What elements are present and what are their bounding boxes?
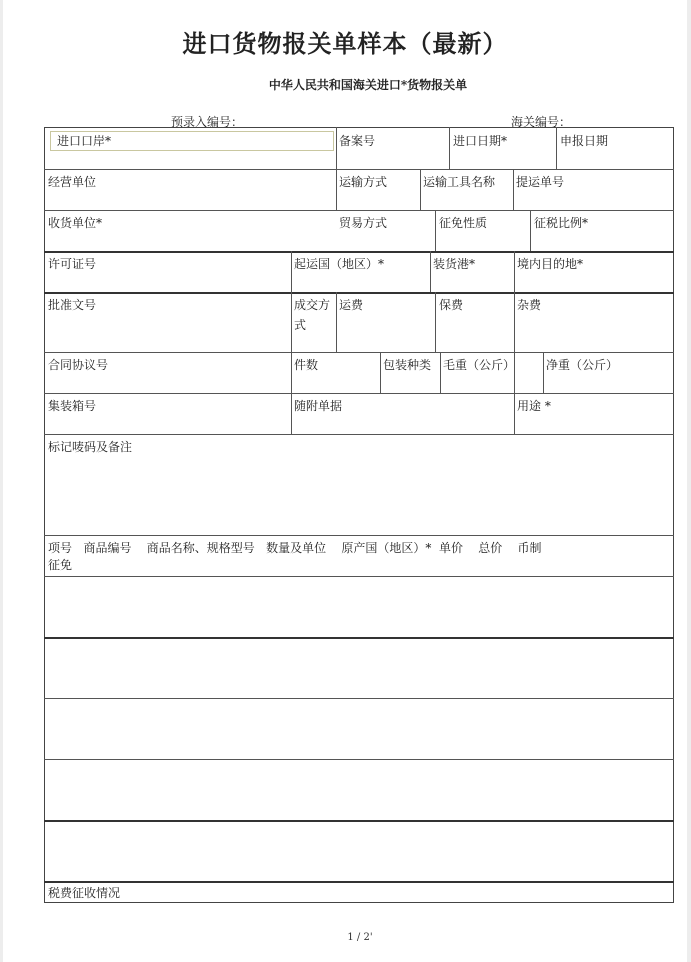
pre-entry-number-label: 预录入编号： xyxy=(171,115,244,129)
marks-remarks-label: 标记唛码及备注 xyxy=(48,440,133,454)
goods-table-header: 项号 商品编号 商品名称、规格型号 数量及单位 原产国（地区）* 单价 总价 币制 xyxy=(48,541,542,555)
contract-number-label: 合同协议号 xyxy=(48,358,109,372)
origin-country-label: 起运国（地区）* xyxy=(294,257,385,271)
license-number-label: 许可证号 xyxy=(48,257,97,271)
approval-number-label: 批准文号 xyxy=(48,298,97,312)
usage-label: 用途 * xyxy=(517,399,551,413)
form-subtitle: 中华人民共和国海关进口*货物报关单 xyxy=(268,78,468,92)
record-number-label: 备案号 xyxy=(339,134,376,148)
pieces-label: 件数 xyxy=(294,358,319,372)
tax-status-label: 税费征收情况 xyxy=(48,886,121,900)
goods-tax-exemption-label: 征免 xyxy=(48,558,73,572)
deal-mode-label: 成交方式 xyxy=(294,298,331,332)
destination-label: 境内目的地* xyxy=(517,257,584,271)
vehicle-name-label: 运输工具名称 xyxy=(423,175,496,189)
consignee-label: 收货单位* xyxy=(48,216,103,230)
misc-fee-label: 杂费 xyxy=(517,298,542,312)
freight-label: 运费 xyxy=(339,298,364,312)
trade-mode-label: 贸易方式 xyxy=(339,216,388,230)
gross-weight-label: 毛重（公斤） xyxy=(443,358,516,372)
package-type-label: 包装种类 xyxy=(383,358,432,372)
transport-mode-label: 运输方式 xyxy=(339,175,388,189)
bill-number-label: 提运单号 xyxy=(516,175,565,189)
page-number: 1 / 2' xyxy=(347,932,373,943)
customs-number-label: 海关编号： xyxy=(511,115,572,129)
document-title: 进口货物报关单样本（最新） xyxy=(182,29,508,58)
tax-ratio-label: 征税比例* xyxy=(534,216,589,230)
operator-label: 经营单位 xyxy=(48,175,97,189)
declaration-form-table xyxy=(44,127,674,903)
import-date-label: 进口日期* xyxy=(453,134,508,148)
import-port-label: 进口口岸* xyxy=(57,134,112,148)
tax-nature-label: 征免性质 xyxy=(439,216,488,230)
declare-date-label: 申报日期 xyxy=(560,134,609,148)
documents-label: 随附单据 xyxy=(294,399,343,413)
net-weight-label: 净重（公斤） xyxy=(546,358,619,372)
loading-port-label: 装货港* xyxy=(433,257,476,271)
insurance-label: 保费 xyxy=(439,298,464,312)
container-number-label: 集装箱号 xyxy=(48,399,97,413)
